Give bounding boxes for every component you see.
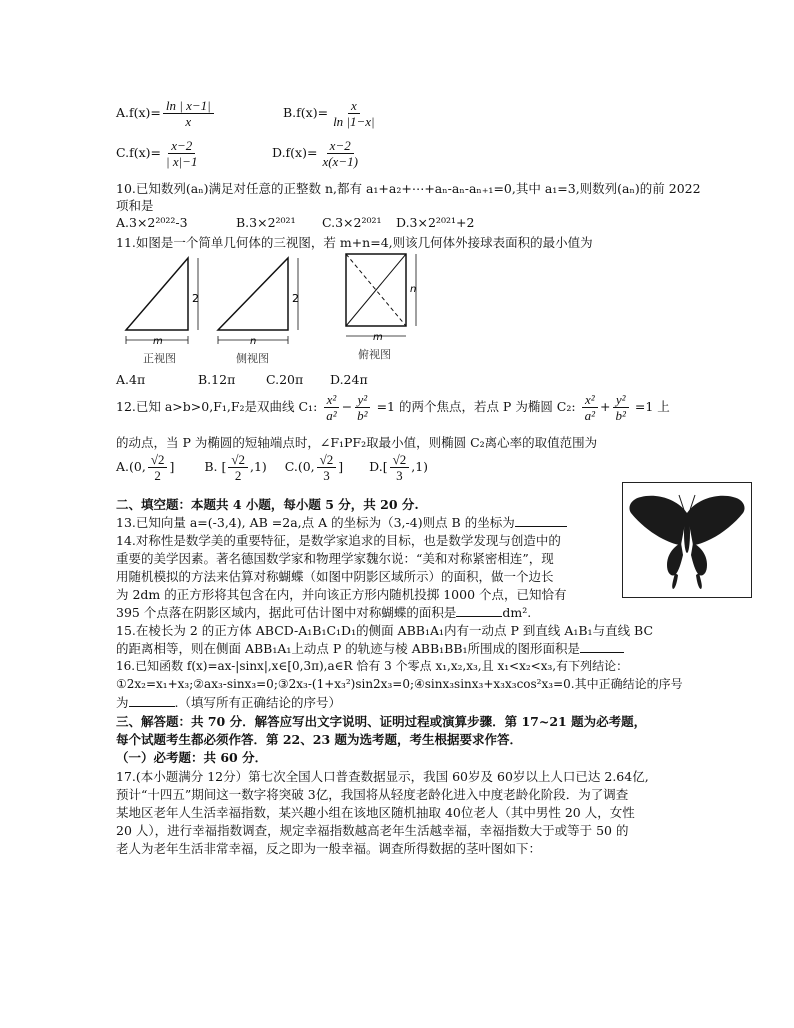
q10-option-a: A.3×2²⁰²²-3 bbox=[116, 215, 188, 230]
q10-option-c: C.3×2²⁰²¹ bbox=[322, 215, 382, 230]
front-view-label: 正视图 bbox=[143, 352, 176, 365]
q14-line1: 14.对称性是数学美的重要特征，是数学家追求的目标，也是数学发现与创造中的 bbox=[116, 533, 561, 548]
top-view-label: 俯视图 bbox=[358, 348, 391, 361]
side-view-label: 侧视图 bbox=[236, 352, 269, 365]
q9-option-c: C.f(x)= $\frac{x-2}{| x|-1}$ bbox=[116, 138, 198, 169]
q11-stem: 11.如图是一个简单几何体的三视图，若 m+n=4,则该几何体外接球表面积的最小值为 bbox=[116, 235, 593, 250]
top-view bbox=[346, 254, 416, 361]
front-view bbox=[126, 258, 199, 365]
q12-line2: 的动点，当 P 为椭圆的短轴端点时，∠F₁PF₂取最小值，则椭圆 C₂离心率的取值范围为 bbox=[116, 435, 598, 450]
q9-option-d: D.f(x)= $\frac{x-2}{x(x-1)}$ bbox=[272, 138, 358, 169]
q10-line1: 10.已知数列(aₙ)满足对任意的正整数 n,都有 a₁+a₂+⋯+aₙ-aₙ-aₙ₊₁=0,其中 a₁=3,则数列(aₙ)的前 2022 bbox=[116, 181, 701, 196]
front-dim-m: m bbox=[153, 336, 163, 347]
q15-line1: 15.在棱长为 2 的正方体 ABCD-A₁B₁C₁D₁的侧面 ABB₁A₁内有一动点 P 到直线 A₁B₁与直线 BC bbox=[116, 623, 654, 638]
q15-line2: 的距离相等，则在侧面 ABB₁A₁上动点 P 的轨迹与棱 ABB₁BB₁所围成的图形面积是 bbox=[116, 640, 624, 657]
q17-line5: 老人为老年生活非常幸福，反之即为一般幸福。调查所得数据的茎叶图如下： bbox=[116, 841, 542, 856]
q14-line4: 为 2dm 的正方形将其包含在内，并向该正方形内随机投掷 1000 个点，已知恰有 bbox=[116, 587, 567, 602]
butterfly-icon bbox=[623, 483, 751, 597]
q17-line3: 某地区老年人生活幸福指数，某兴趣小组在该地区随机抽取 40位老人（其中男性 20 人，女性 bbox=[116, 805, 635, 820]
side-dim-n: n bbox=[250, 336, 257, 347]
section2-title: 二、填空题：本题共 4 小题，每小题 5 分，共 20 分. bbox=[116, 497, 419, 512]
q11-option-a: A.4π bbox=[116, 372, 146, 387]
side-view bbox=[218, 258, 299, 365]
section3-line2: 每个试题考生都必须作答．第 22、23 题为选考题，考生根据要求作答． bbox=[116, 732, 522, 747]
section3-line1: 三、解答题：共 70 分．解答应写出文字说明、证明过程或演算步骤．第 17~21 题为必考题， bbox=[116, 714, 647, 729]
front-dim-2: 2 bbox=[192, 292, 199, 305]
top-dim-m: m bbox=[373, 332, 383, 343]
q10-option-b: B.3×2²⁰²¹ bbox=[236, 215, 296, 230]
q16-line2: ①2x₂=x₁+x₃;②ax₃-sinx₃=0;③2x₃-(1+x₃²)sin2x₃=0;④sinx₃sinx₃+x₃x₃cos²x₃=0.其中正确结论的序号 bbox=[116, 677, 683, 691]
q12-options: A.(0, $\frac{√2}{2}$ ] B. [ $\frac{√2}{2}$ ,1) C.(0, $\frac{√2}{3}$ ] D.[ $\frac{√2}{3}$ ,1) bbox=[116, 452, 429, 483]
q17-line2: 预计“十四五”期间这一数字将突破 3亿，我国将从轻度老龄化进入中度老龄化阶段．为了调查 bbox=[116, 787, 629, 802]
q11-option-d: D.24π bbox=[330, 372, 368, 387]
q16-line1: 16.已知函数 f(x)=ax-|sinx|,x∈[0,3π),a∈R 恰有 3 个零点 x₁,x₂,x₃,且 x₁<x₂<x₃,有下列结论： bbox=[116, 659, 629, 673]
three-view-figure bbox=[118, 250, 428, 368]
side-dim-2: 2 bbox=[292, 292, 299, 305]
q11-option-c: C.20π bbox=[266, 372, 304, 387]
q10-option-d: D.3×2²⁰²¹+2 bbox=[396, 215, 475, 230]
q9-option-a: A.f(x)= $\frac{\ln | x-1|}{x}$ bbox=[116, 98, 216, 129]
q14-line5: 395 个点落在阴影区域内，据此可估计图中对称蝴蝶的面积是 dm². bbox=[116, 605, 532, 620]
q11-option-b: B.12π bbox=[198, 372, 236, 387]
q10-line2: 项和是 bbox=[116, 198, 154, 213]
butterfly-image bbox=[622, 482, 752, 598]
q17-line4: 20 人），进行幸福指数调查，规定幸福指数越高老年生活越幸福，幸福指数大于或等于 50 的 bbox=[116, 823, 629, 838]
top-dim-n: n bbox=[410, 284, 417, 295]
q17-line1: 17.(本小题满分 12分）第七次全国人口普查数据显示，我国 60岁及 60岁以上人口已达 2.64亿, bbox=[116, 769, 649, 784]
q9-option-b: B.f(x)= $\frac{x}{\ln |1-x|}$ bbox=[283, 98, 375, 129]
q13: 13.已知向量 a=(-3,4), AB =2a,点 A 的坐标为（3,-4)则点 B 的坐标为 bbox=[116, 514, 567, 531]
section3-sub: （一）必考题：共 60 分． bbox=[116, 750, 268, 765]
q14-line3: 用随机模拟的方法来估算对称蝴蝶（如图中阴影区域所示）的面积，做一个边长 bbox=[116, 569, 554, 584]
q12-line1: 12.已知 a>b>0,F₁,F₂是双曲线 C₁: $\frac{\text{x²}}{\text{a²}}$ − $\frac{\text{y²}}{\text{b²}}$ =1 的两个焦点，若点 P 为椭圆 C₂: $\frac{\text{x²}}{\text{a²}}$ + $\frac{\text{y²}}{\text{b²}}$ =1 上 bbox=[116, 392, 670, 423]
q16-line3: 为 .（填写所有正确结论的序号） bbox=[116, 695, 341, 710]
q14-line2: 重要的美学因素。著名德国数学家和物理学家魏尔说：“美和对称紧密相连”，现 bbox=[116, 551, 554, 566]
